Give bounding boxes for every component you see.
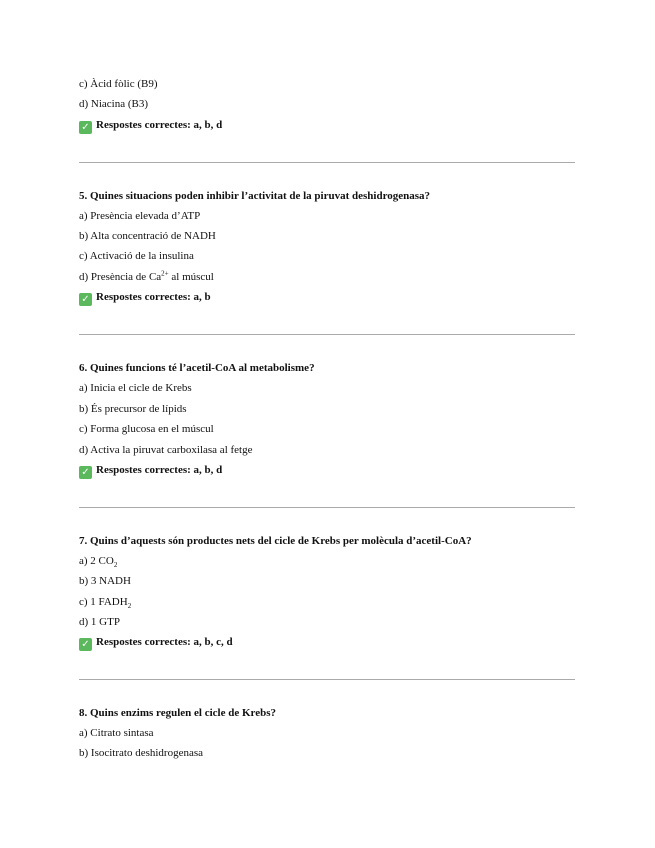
option-d: d) 1 GTP <box>79 616 120 628</box>
option-a-text: a) 2 CO <box>79 555 114 567</box>
subscript: 2 <box>113 561 118 570</box>
option-b: b) És precursor de lípids <box>79 403 187 415</box>
option-c: c) Forma glucosa en el múscul <box>79 423 214 435</box>
option-c: c) Àcid fòlic (B9) <box>79 78 158 90</box>
divider <box>79 162 575 163</box>
option-a: a) Inicia el cicle de Krebs <box>79 382 192 394</box>
subscript: 2 <box>127 602 132 611</box>
option-d-text: d) Presència de Ca <box>79 271 162 283</box>
superscript: 2+ <box>161 269 169 278</box>
option-b: b) Isocitrato deshidrogenasa <box>79 747 204 759</box>
option-c <box>79 595 131 609</box>
correct-answers-text: Respostes correctes: a, b <box>96 291 211 303</box>
check-icon: ✓ <box>79 466 92 479</box>
correct-answers <box>79 290 211 304</box>
option-d: d) Activa la piruvat carboxilasa al fetge <box>79 444 253 456</box>
correct-answers-text: Respostes correctes: a, b, d <box>96 464 223 476</box>
option-a: a) Presència elevada d’ATP <box>79 210 201 222</box>
option-d <box>79 270 214 284</box>
check-icon: ✓ <box>79 638 92 651</box>
correct-answers <box>79 463 222 477</box>
question-title: 7. Quins d’aquests són productes nets del cicle de Krebs per molècula d’acetil-CoA? <box>79 535 472 547</box>
correct-answers-text: Respostes correctes: a, b, d <box>96 119 223 131</box>
option-c: c) Activació de la insulina <box>79 250 194 262</box>
divider <box>79 679 575 680</box>
option-d-text-end: al múscul <box>168 271 214 283</box>
question-title: 6. Quines funcions té l’acetil-CoA al metabolisme? <box>79 362 315 374</box>
correct-answers-text: Respostes correctes: a, b, c, d <box>96 636 233 648</box>
correct-answers <box>79 635 233 649</box>
option-d: d) Niacina (B3) <box>79 98 149 110</box>
question-title: 5. Quines situacions poden inhibir l’activitat de la piruvat deshidrogenasa? <box>79 190 431 202</box>
option-a <box>79 554 117 568</box>
divider <box>79 334 575 335</box>
option-b: b) Alta concentració de NADH <box>79 230 216 242</box>
option-b: b) 3 NADH <box>79 575 131 587</box>
question-title: 8. Quins enzims regulen el cicle de Krebs? <box>79 707 276 719</box>
option-c-text: c) 1 FADH <box>79 596 128 608</box>
check-icon: ✓ <box>79 121 92 134</box>
correct-answers <box>79 118 222 132</box>
check-icon: ✓ <box>79 293 92 306</box>
option-a: a) Citrato sintasa <box>79 727 154 739</box>
divider <box>79 507 575 508</box>
